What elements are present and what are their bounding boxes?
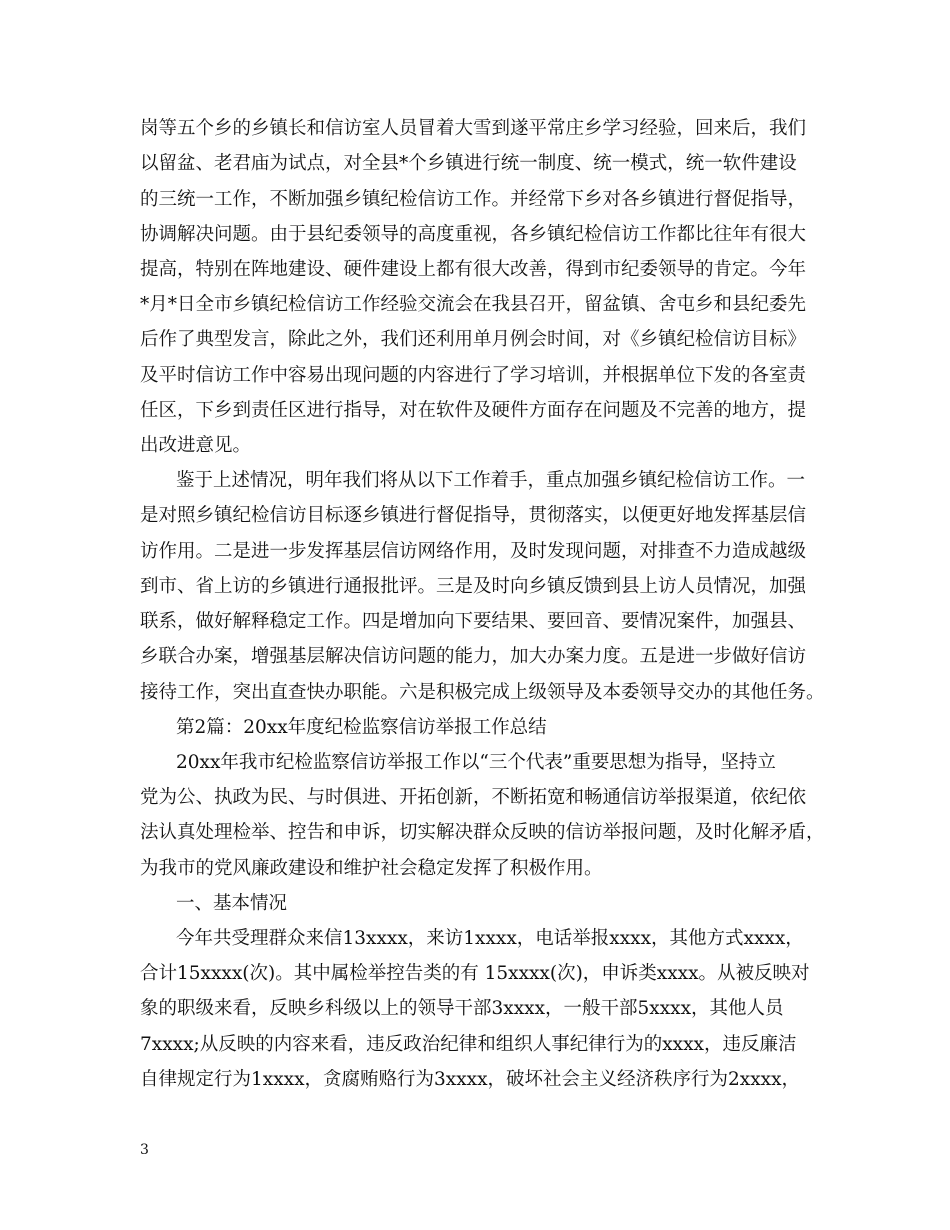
text-line: 接待工作，突出直查快办职能。六是积极完成上级领导及本委领导交办的其他任务。 — [140, 682, 825, 703]
text-line: 党为公、执政为民、与时俱进、开拓创新，不断拓宽和畅通信访举报渠道，依纪依 — [140, 787, 807, 808]
page-number: 3 — [140, 1142, 149, 1158]
text-line: 后作了典型发言，除此之外，我们还利用单月例会时间，对《乡镇纪检信访目标》 — [140, 329, 807, 350]
paragraph-start-line: 20xx年我市纪检监察信访举报工作以“三个代表”重要思想为指导，坚持立 — [176, 752, 776, 773]
text-line: 法认真处理检举、控告和申诉，切实解决群众反映的信访举报问题，及时化解矛盾， — [140, 822, 825, 843]
text-line: 自律规定行为1xxxx，贪腐贿赂行为3xxxx，破坏社会主义经济秩序行为2xxxx， — [140, 1069, 801, 1090]
text-line: 是对照乡镇纪检信访目标逐乡镇进行督促指导，贯彻落实，以便更好地发挥基层信 — [140, 505, 807, 526]
text-line: 岗等五个乡的乡镇长和信访室人员冒着大雪到遂平常庄乡学习经验，回来后，我们 — [140, 118, 807, 139]
text-line: 以留盆、老君庙为试点，对全县*个乡镇进行统一制度、统一模式，统一软件建设 — [140, 153, 797, 174]
text-line: 协调解决问题。由于县纪委领导的高度重视，各乡镇纪检信访工作都比往年有很大 — [140, 224, 807, 245]
text-line: 乡联合办案，增强基层解决信访问题的能力，加大办案力度。五是进一步做好信访 — [140, 646, 807, 667]
subsection-heading: 一、基本情况 — [176, 893, 288, 914]
text-line: 象的职级来看，反映乡科级以上的领导干部3xxxx，一般干部5xxxx，其他人员 — [140, 998, 784, 1019]
text-line: 出改进意见。 — [140, 435, 252, 456]
text-line: 为我市的党风廉政建设和维护社会稳定发挥了积极作用。 — [140, 858, 603, 879]
text-line: 到市、省上访的乡镇进行通报批评。三是及时向乡镇反馈到县上访人员情况，加强 — [140, 576, 807, 597]
text-line: 访作用。二是进一步发挥基层信访网络作用，及时发现问题，对排查不力造成越级 — [140, 541, 807, 562]
text-line: 合计15xxxx(次)。其中属检举控告类的有 15xxxx(次)，申诉类xxxx。从被反映对 — [140, 963, 810, 984]
text-line: *月*日全市乡镇纪检信访工作经验交流会在我县召开，留盆镇、舍屯乡和县纪委先 — [140, 294, 807, 315]
paragraph-start-line: 鉴于上述情况，明年我们将从以下工作着手，重点加强乡镇纪检信访工作。一 — [176, 470, 806, 491]
text-line: 任区，下乡到责任区进行指导，对在软件及硬件方面存在问题及不完善的地方，提 — [140, 400, 807, 421]
text-line: 及平时信访工作中容易出现问题的内容进行了学习培训，并根据单位下发的各室责 — [140, 365, 807, 386]
text-line: 的三统一工作，不断加强乡镇纪检信访工作。并经常下乡对各乡镇进行督促指导， — [140, 189, 807, 210]
paragraph-start-line: 今年共受理群众来信13xxxx，来访1xxxx，电话举报xxxx，其他方式xxxx， — [176, 928, 804, 949]
text-line: 7xxxx;从反映的内容来看，违反政治纪律和组织人事纪律行为的xxxx，违反廉洁 — [140, 1034, 797, 1055]
text-line: 联系，做好解释稳定工作。四是增加向下要结果、要回音、要情况案件，加强县、 — [140, 611, 807, 632]
text-line: 提高，特别在阵地建设、硬件建设上都有很大改善，得到市纪委领导的肯定。今年 — [140, 259, 807, 280]
section-heading: 第2篇：20xx年度纪检监察信访举报工作总结 — [176, 717, 547, 738]
